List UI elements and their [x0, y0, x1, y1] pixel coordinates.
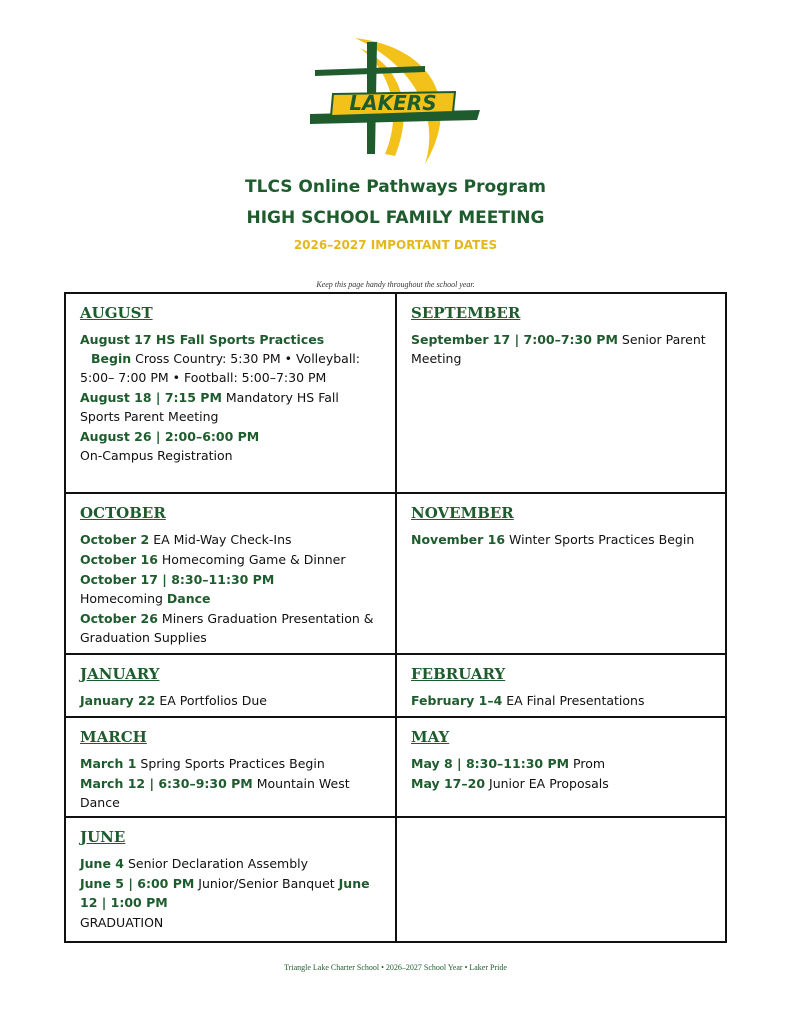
entry-date: March 12 | 6:30–9:30 PM [80, 776, 253, 791]
entry-date: October 26 [80, 611, 158, 626]
date-entry [80, 913, 381, 932]
entry-date: August 18 | 7:15 PM [80, 390, 222, 405]
entry-text: Homecoming Game & Dinner [157, 552, 346, 567]
entry-text: Cross Country: 5:30 PM • Volleyball: 5:00– 7:00 PM • Football: 5:00–7:30 PM [80, 351, 360, 385]
entry-text: Senior Declaration Assembly [123, 856, 309, 871]
date-entry [80, 774, 381, 812]
month-cell-august [66, 294, 395, 492]
month-cell-january [66, 655, 395, 716]
entry-date: Begin [91, 351, 132, 366]
month-heading: JUNE [80, 828, 126, 846]
month-heading: AUGUST [80, 304, 153, 322]
entry-date: October 2 [80, 532, 150, 547]
month-heading: MAY [411, 728, 450, 746]
entry-date: June 4 [80, 856, 124, 871]
entry-text: GRADUATION [80, 915, 164, 930]
month-heading: OCTOBER [80, 504, 166, 522]
entry-text: Junior/Senior Banquet [194, 876, 339, 891]
empty-cell [397, 818, 727, 941]
date-entry [80, 388, 381, 426]
entry-text: EA Portfolios Due [155, 693, 267, 708]
date-entry [411, 530, 713, 549]
svg-text:LAKERS: LAKERS [349, 91, 437, 115]
entry-date: October 17 | 8:30–11:30 PM [80, 572, 275, 587]
page-footer: Triangle Lake Charter School • 2026–2027 School Year • Laker Pride [284, 963, 507, 972]
month-cell-february [397, 655, 727, 716]
month-cell-september [397, 294, 727, 492]
month-heading: JANUARY [80, 665, 160, 683]
page-note: Keep this page handy throughout the school year. [316, 280, 475, 289]
program-title: TLCS Online Pathways Program [245, 177, 546, 197]
entry-text: Spring Sports Practices Begin [136, 756, 325, 771]
entry-date: June 5 | 6:00 PM [80, 876, 195, 891]
month-cell-november [397, 494, 727, 653]
month-cell-may [397, 718, 727, 816]
date-entry [80, 609, 381, 647]
entry-text: Miners Graduation Presentation & Graduation Supplies [80, 611, 374, 645]
meeting-title: HIGH SCHOOL FAMILY MEETING [246, 208, 545, 228]
date-entry [80, 530, 381, 549]
month-cell-october [66, 494, 395, 653]
entry-date: August 17 HS Fall Sports Practices [80, 332, 325, 347]
date-entry [411, 754, 713, 773]
entry-date: March 1 [80, 756, 137, 771]
entry-date: August 26 | 2:00–6:00 PM [80, 429, 260, 444]
entry-date: May 17–20 [411, 776, 486, 791]
date-entry [80, 691, 381, 710]
entry-text: Mandatory HS Fall Sports Parent Meeting [80, 390, 339, 424]
date-entry [80, 330, 381, 387]
date-entry [411, 774, 713, 793]
entry-text: Mountain West Dance [80, 776, 350, 810]
entry-text: On-Campus Registration [80, 448, 233, 463]
entry-text: Prom [569, 756, 606, 771]
month-cell-june [66, 818, 395, 941]
entry-text: Junior EA Proposals [485, 776, 609, 791]
month-heading: NOVEMBER [411, 504, 514, 522]
entry-date: Dance [166, 591, 211, 606]
entry-date: February 1–4 [411, 693, 503, 708]
entry-text: EA Final Presentations [502, 693, 645, 708]
dates-table [64, 292, 727, 943]
month-heading: SEPTEMBER [411, 304, 521, 322]
entry-date: May 8 | 8:30–11:30 PM [411, 756, 570, 771]
entry-text: Senior Parent Meeting [411, 332, 706, 366]
dates-subtitle: 2026–2027 IMPORTANT DATES [293, 238, 498, 252]
entry-text: Homecoming [80, 591, 167, 606]
date-entry [80, 570, 381, 608]
month-heading: FEBRUARY [411, 665, 506, 683]
entry-date: November 16 [411, 532, 506, 547]
month-heading: MARCH [80, 728, 147, 746]
lakers-logo [305, 36, 485, 166]
entry-text: Winter Sports Practices Begin [505, 532, 695, 547]
month-cell-march [66, 718, 395, 816]
date-entry [80, 427, 381, 465]
date-entry [80, 854, 381, 873]
date-entry [80, 550, 381, 569]
date-entry [411, 691, 713, 710]
entry-text: EA Mid-Way Check-Ins [149, 532, 292, 547]
date-entry [80, 874, 381, 912]
entry-date: September 17 | 7:00–7:30 PM [411, 332, 618, 347]
entry-date: January 22 [80, 693, 156, 708]
entry-date: June 12 | 1:00 PM [80, 876, 370, 910]
date-entry [80, 754, 381, 773]
entry-date: October 16 [80, 552, 158, 567]
date-entry [411, 330, 713, 368]
